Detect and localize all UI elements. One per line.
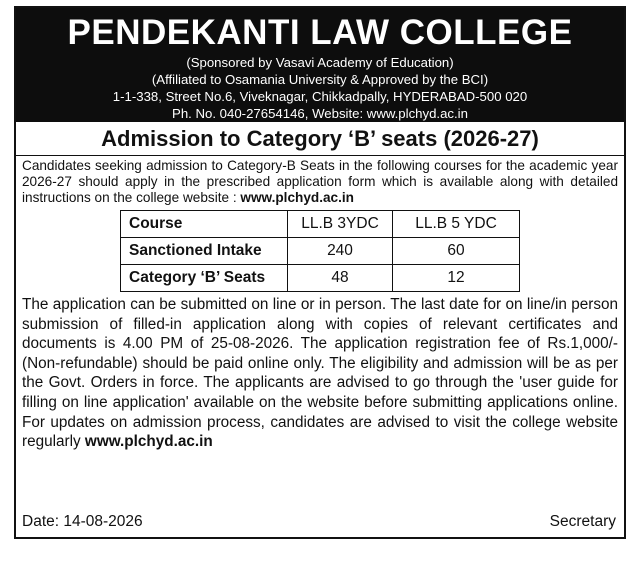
sponsor-line: (Sponsored by Vasavi Academy of Education) — [186, 55, 454, 70]
contact-line: Ph. No. 040-27654146, Website: www.plchyd.ac.in — [172, 106, 468, 121]
table-cell: 12 — [393, 265, 520, 292]
body-paragraph — [16, 292, 624, 452]
seats-table — [120, 210, 520, 292]
admission-advertisement — [14, 6, 626, 539]
body-text: The application can be submitted on line or in person. The last date for on line/in person submission of filled-in application along with copies of relevant certificates and documents is 4.00 PM of 25-08-2026. The application registration fee of Rs.1,000/- (Non-refundable) should be paid online only. The eligibility and admission will be as per the Govt. Orders in force. The applicants are advised to go through the 'user guide for filling on line application' available on the website before submitting applications online. For updates on admission process, candidates are advised to visit the college website regularly — [22, 296, 618, 451]
intro-website: www.plchyd.ac.in — [240, 190, 354, 205]
address-line: 1-1-338, Street No.6, Viveknagar, Chikkadpally, HYDERABAD-500 020 — [112, 89, 528, 104]
table-cell: 48 — [288, 265, 393, 292]
body-website: www.plchyd.ac.in — [84, 433, 213, 451]
footer — [22, 513, 616, 531]
table-row — [121, 238, 520, 265]
notice-title: Admission to Category ‘B’ seats (2026-27) — [16, 125, 624, 156]
affiliation-line: (Affiliated to Osamania University & Approved by the BCI) — [151, 72, 489, 87]
table-cell: 60 — [393, 238, 520, 265]
table-header-cell: Course — [121, 211, 288, 238]
table-cell: Category ‘B’ Seats — [121, 265, 288, 292]
notice-date: Date: 14-08-2026 — [22, 513, 143, 530]
table-cell: 240 — [288, 238, 393, 265]
table-header-cell: LL.B 3YDC — [288, 211, 393, 238]
table-header-row — [121, 211, 520, 238]
intro-text: Candidates seeking admission to Category-B Seats in the following courses for the academic year 2026-27 should apply in the prescribed application form which is available along with detailed instructions on the college website : — [22, 158, 618, 205]
header-banner — [16, 8, 624, 122]
signatory: Secretary — [549, 513, 616, 530]
college-name: PENDEKANTI LAW COLLEGE — [67, 13, 573, 52]
table-cell: Sanctioned Intake — [121, 238, 288, 265]
intro-paragraph — [16, 156, 624, 206]
table-row — [121, 265, 520, 292]
table-header-cell: LL.B 5 YDC — [393, 211, 520, 238]
